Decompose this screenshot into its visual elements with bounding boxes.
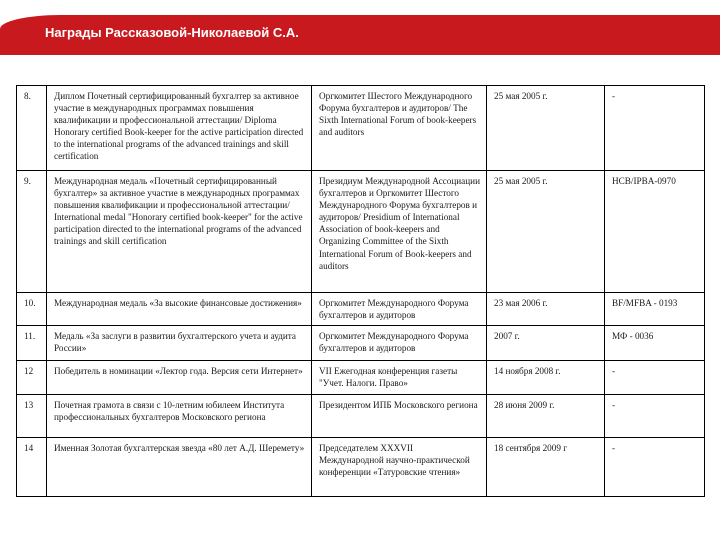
award-issuer: Оргкомитет Международного Форума бухгалтеров и аудиторов [312, 326, 487, 361]
award-code: HCB/IPBA-0970 [605, 171, 705, 293]
title-banner [0, 15, 720, 55]
award-issuer: Президентом ИПБ Московского региона [312, 395, 487, 438]
award-number: 13 [17, 395, 47, 438]
award-code: - [605, 395, 705, 438]
award-date: 28 июня 2009 г. [487, 395, 605, 438]
award-title: Международная медаль «За высокие финансовые достижения» [47, 293, 312, 326]
award-number: 9. [17, 171, 47, 293]
award-code: - [605, 361, 705, 395]
table-row [17, 438, 705, 497]
award-date: 25 мая 2005 г. [487, 86, 605, 171]
awards-table [16, 85, 705, 497]
award-title: Победитель в номинации «Лектор года. Версия сети Интернет» [47, 361, 312, 395]
award-code: - [605, 438, 705, 497]
award-number: 14 [17, 438, 47, 497]
award-title: Диплом Почетный сертифицированный бухгалтер за активное участие в международных программах повышения квалификации и профессиональной аттестации/ Diploma Honorary certified Book-keeper for the active participation directed to the international programs of the advanced trainings and skill certification [47, 86, 312, 171]
award-number: 8. [17, 86, 47, 171]
table-row [17, 86, 705, 171]
award-date: 2007 г. [487, 326, 605, 361]
award-issuer: Оргкомитет Шестого Международного Форума бухгалтеров и аудиторов/ The Sixth International Forum of book-keepers and auditors [312, 86, 487, 171]
award-title: Именная Золотая бухгалтерская звезда «80 лет А.Д. Шеремету» [47, 438, 312, 497]
page-title: Награды Рассказовой-Николаевой С.А. [45, 25, 299, 40]
award-code: МФ - 0036 [605, 326, 705, 361]
table-row [17, 293, 705, 326]
award-date: 18 сентября 2009 г [487, 438, 605, 497]
table-row [17, 395, 705, 438]
award-date: 25 мая 2005 г. [487, 171, 605, 293]
award-number: 11. [17, 326, 47, 361]
table-row [17, 361, 705, 395]
award-issuer: Оргкомитет Международного Форума бухгалтеров и аудиторов [312, 293, 487, 326]
award-issuer: VII Ежегодная конференция газеты "Учет. Налоги. Право» [312, 361, 487, 395]
award-code: - [605, 86, 705, 171]
award-number: 10. [17, 293, 47, 326]
award-title: Международная медаль «Почетный сертифицированный бухгалтер» за активное участие в международных программах повышения квалификации и профессиональной аттестации/ International medal "Honorary certified book-keeper" for the active participation directed to the international programs of the advanced trainings and skill certification [47, 171, 312, 293]
award-number: 12 [17, 361, 47, 395]
award-date: 14 ноября 2008 г. [487, 361, 605, 395]
table-row [17, 171, 705, 293]
table-row [17, 326, 705, 361]
award-issuer: Председателем XXXVII Международной научно-практической конференции «Татуровские чтения» [312, 438, 487, 497]
award-code: BF/MFBA - 0193 [605, 293, 705, 326]
award-issuer: Президиум Международной Ассоциации бухгалтеров и Оргкомитет Шестого Международного Форума бухгалтеров и аудиторов/ Presidium of International Association of book-keepers and Organizing Committee of the Sixth International Forum of Book-keepers and auditors [312, 171, 487, 293]
award-date: 23 мая 2006 г. [487, 293, 605, 326]
award-title: Медаль «За заслуги в развитии бухгалтерского учета и аудита России» [47, 326, 312, 361]
award-title: Почетная грамота в связи с 10-летним юбилеем Института профессиональных бухгалтеров Московского региона [47, 395, 312, 438]
